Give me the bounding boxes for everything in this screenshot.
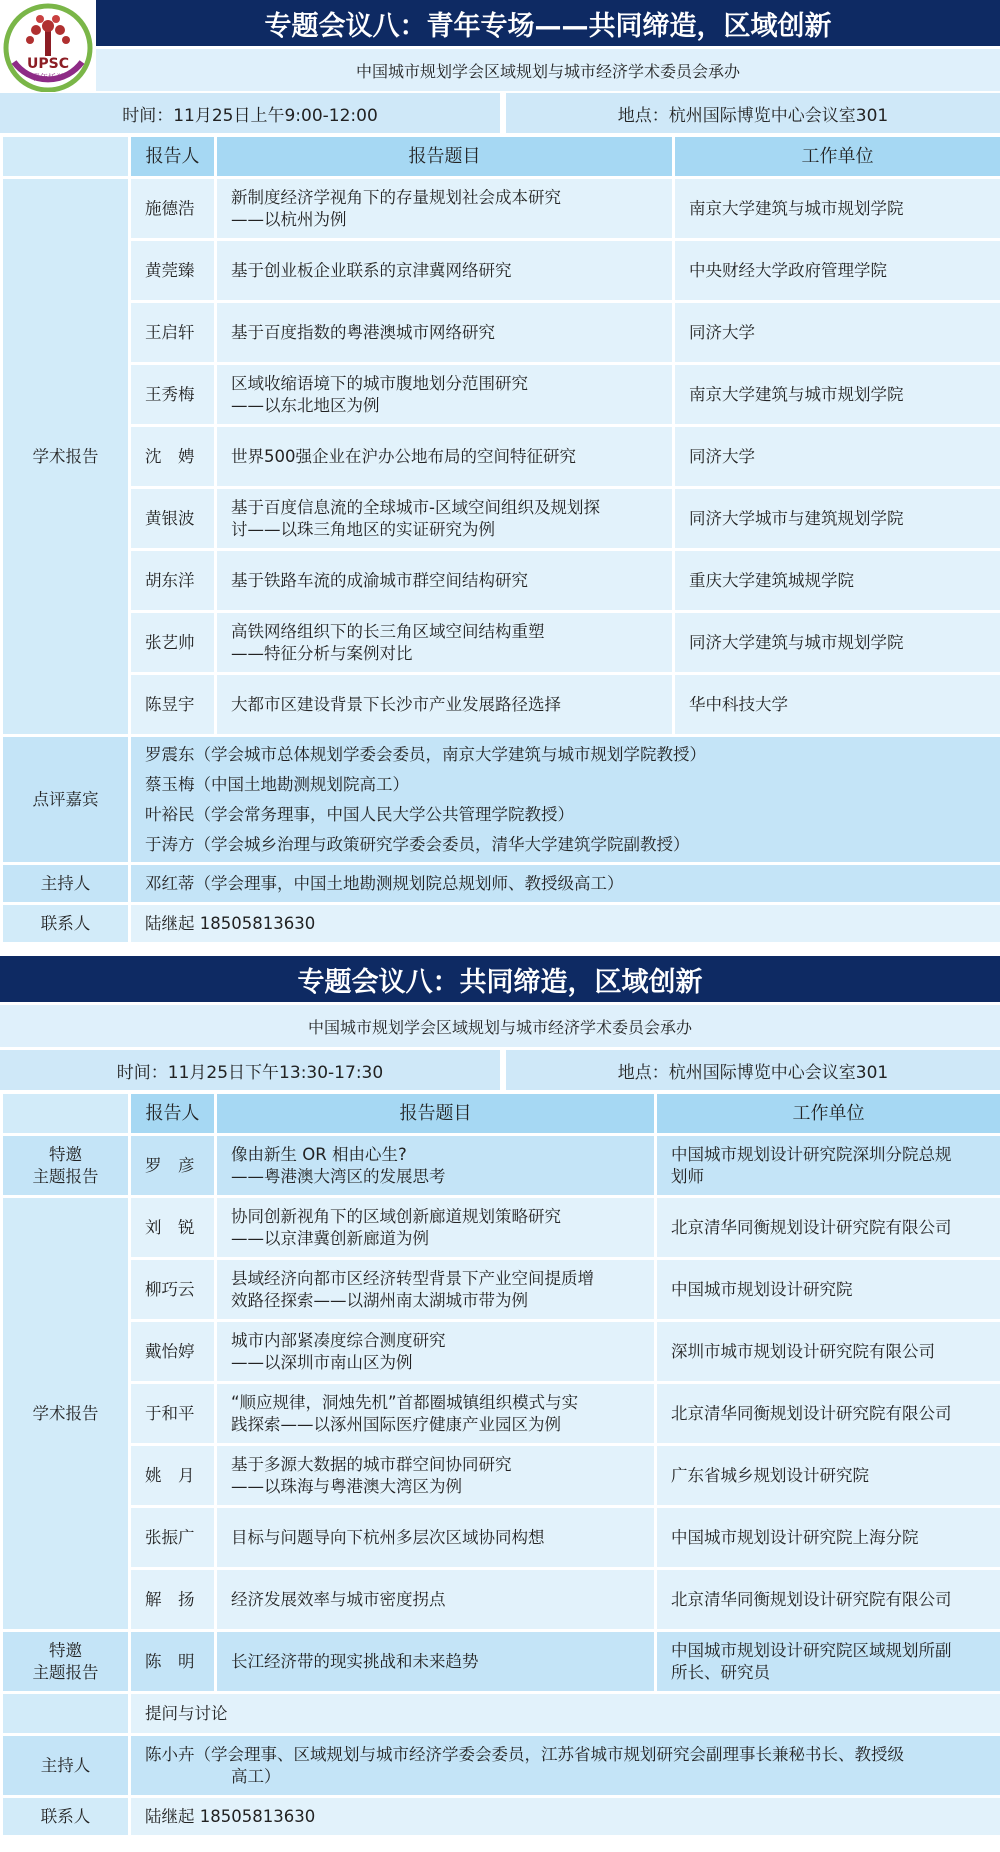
unit: 重庆大学建筑城规学院 bbox=[674, 550, 1000, 612]
reporter-name: 刘 锐 bbox=[130, 1197, 216, 1259]
reporter-name: 施德浩 bbox=[130, 178, 216, 240]
topic-line: 区域收缩语境下的城市腹地划分范围研究 bbox=[231, 373, 528, 393]
unit: 深圳市城市规划设计研究院有限公司 bbox=[656, 1321, 1000, 1383]
category-academic: 学术报告 bbox=[2, 178, 130, 736]
topic-line: “顺应规律，洞烛先机”首都圈城镇组织模式与实 bbox=[231, 1392, 579, 1412]
unit: 中央财经大学政府管理学院 bbox=[674, 240, 1000, 302]
category-special bbox=[2, 1631, 130, 1693]
topic-line: 世界500强企业在沪办公地布局的空间特征研究 bbox=[216, 426, 674, 488]
special-label: 特邀 bbox=[49, 1640, 82, 1660]
category-host: 主持人 bbox=[2, 1735, 130, 1797]
reporter-name: 姚 月 bbox=[130, 1445, 216, 1507]
reviewers-row bbox=[2, 736, 1000, 864]
session2-table bbox=[0, 1091, 1000, 1838]
topic-line: ——粤港澳大湾区的发展思考 bbox=[231, 1166, 446, 1186]
header-unit: 工作单位 bbox=[674, 136, 1000, 178]
topic-line: 经济发展效率与城市密度拐点 bbox=[216, 1569, 656, 1631]
reporter-name: 沈 娉 bbox=[130, 426, 216, 488]
category-reviewers: 点评嘉宾 bbox=[2, 736, 130, 864]
special-label: 特邀 bbox=[49, 1144, 82, 1164]
unit: 北京清华同衡规划设计研究院有限公司 bbox=[656, 1383, 1000, 1445]
unit: 同济大学城市与建筑规划学院 bbox=[674, 488, 1000, 550]
table-row bbox=[2, 1569, 1000, 1631]
unit: 划师 bbox=[671, 1166, 704, 1186]
reporter-name: 张振广 bbox=[130, 1507, 216, 1569]
host: 高工） bbox=[231, 1766, 281, 1786]
session2-timeloc bbox=[0, 1050, 1000, 1090]
table-row bbox=[2, 1259, 1000, 1321]
topic-line: 基于铁路车流的成渝城市群空间结构研究 bbox=[216, 550, 674, 612]
unit: 中国城市规划设计研究院 bbox=[656, 1259, 1000, 1321]
session2-location: 地点：杭州国际博览中心会议室301 bbox=[506, 1050, 1000, 1090]
reviewer: 罗震东（学会城市总体规划学委会委员，南京大学建筑与城市规划学院教授） bbox=[145, 744, 706, 764]
topic-line: 目标与问题导向下杭州多层次区域协同构想 bbox=[216, 1507, 656, 1569]
session1-title: 专题会议八：青年专场——共同缔造，区域创新 bbox=[96, 0, 1000, 46]
topic-line: ——以杭州为例 bbox=[231, 209, 347, 229]
topic-line: 新制度经济学视角下的存量规划社会成本研究 bbox=[231, 187, 561, 207]
unit: 北京清华同衡规划设计研究院有限公司 bbox=[656, 1569, 1000, 1631]
category-special bbox=[2, 1135, 130, 1197]
topic-line: 长江经济带的现实挑战和未来趋势 bbox=[216, 1631, 656, 1693]
table-row bbox=[2, 1445, 1000, 1507]
reporter-name: 胡东洋 bbox=[130, 550, 216, 612]
reporter-name: 黄莞臻 bbox=[130, 240, 216, 302]
topic-line: 大都市区建设背景下长沙市产业发展路径选择 bbox=[216, 674, 674, 736]
session1-organizer: 中国城市规划学会区域规划与城市经济学术委员会承办 bbox=[96, 49, 1000, 91]
session1-timeloc bbox=[0, 93, 1000, 133]
session1-time: 时间：11月25日上午9:00-12:00 bbox=[0, 93, 500, 133]
topic-line: 基于多源大数据的城市群空间协同研究 bbox=[231, 1454, 512, 1474]
table-row bbox=[2, 1507, 1000, 1569]
header-unit: 工作单位 bbox=[656, 1093, 1000, 1135]
reporter-name: 戴怡婷 bbox=[130, 1321, 216, 1383]
unit: 同济大学 bbox=[674, 426, 1000, 488]
host-row bbox=[2, 1735, 1000, 1797]
topic-line: ——以深圳市南山区为例 bbox=[231, 1352, 413, 1372]
reporter-name: 王秀梅 bbox=[130, 364, 216, 426]
table-row bbox=[2, 240, 1000, 302]
table-row bbox=[2, 1383, 1000, 1445]
reporter-name: 罗 彦 bbox=[130, 1135, 216, 1197]
header-reporter: 报告人 bbox=[130, 1093, 216, 1135]
reviewer: 于涛方（学会城乡治理与政策研究学委会委员，清华大学建筑学院副教授） bbox=[145, 834, 690, 854]
unit: 华中科技大学 bbox=[674, 674, 1000, 736]
reporter-name: 柳巧云 bbox=[130, 1259, 216, 1321]
special-row bbox=[2, 1631, 1000, 1693]
session2-time: 时间：11月25日下午13:30-17:30 bbox=[0, 1050, 500, 1090]
reviewer: 蔡玉梅（中国土地勘测规划院高工） bbox=[145, 774, 409, 794]
topic-line: 基于百度指数的粤港澳城市网络研究 bbox=[216, 302, 674, 364]
topic-line: 协同创新视角下的区域创新廊道规划策略研究 bbox=[231, 1206, 561, 1226]
topic-line: 县域经济向都市区经济转型背景下产业空间提质增 bbox=[231, 1268, 594, 1288]
topic-line: 讨——以珠三角地区的实证研究为例 bbox=[231, 519, 495, 539]
reporter-name: 张艺帅 bbox=[130, 612, 216, 674]
topic-line: 基于创业板企业联系的京津冀网络研究 bbox=[216, 240, 674, 302]
header-topic: 报告题目 bbox=[216, 1093, 656, 1135]
table-row bbox=[2, 550, 1000, 612]
category-host: 主持人 bbox=[2, 864, 130, 904]
session1-location: 地点：杭州国际博览中心会议室301 bbox=[506, 93, 1000, 133]
discussion-row bbox=[2, 1693, 1000, 1735]
discussion: 提问与讨论 bbox=[130, 1693, 1000, 1735]
table-row bbox=[2, 488, 1000, 550]
table-row bbox=[2, 1321, 1000, 1383]
table-row bbox=[2, 426, 1000, 488]
topic-line: ——以东北地区为例 bbox=[231, 395, 380, 415]
session1-table bbox=[0, 134, 1000, 945]
topic-line: 城市内部紧凑度综合测度研究 bbox=[231, 1330, 446, 1350]
table-row bbox=[2, 612, 1000, 674]
topic-line: 高铁网络组织下的长三角区域空间结构重塑 bbox=[231, 621, 545, 641]
topic-line: ——以京津冀创新廊道为例 bbox=[231, 1228, 429, 1248]
reviewer: 叶裕民（学会常务理事，中国人民大学公共管理学院教授） bbox=[145, 804, 574, 824]
topic-line: 效路径探索——以湖州南太湖城市带为例 bbox=[231, 1290, 528, 1310]
reporter-name: 黄银波 bbox=[130, 488, 216, 550]
unit: 广东省城乡规划设计研究院 bbox=[656, 1445, 1000, 1507]
reporter-name: 解 扬 bbox=[130, 1569, 216, 1631]
reporter-name: 于和平 bbox=[130, 1383, 216, 1445]
logo-text: UPSC bbox=[27, 56, 69, 72]
unit: 中国城市规划设计研究院区域规划所副 bbox=[671, 1640, 952, 1660]
topic-line: 践探索——以涿州国际医疗健康产业园区为例 bbox=[231, 1414, 561, 1434]
header-reporter: 报告人 bbox=[130, 136, 216, 178]
unit: 同济大学建筑与城市规划学院 bbox=[674, 612, 1000, 674]
contact-row bbox=[2, 1797, 1000, 1837]
host: 陈小卉（学会理事、区域规划与城市经济学委会委员，江苏省城市规划研究会副理事长兼秘书长、教授级 bbox=[145, 1744, 904, 1764]
topic-line: 基于百度信息流的全球城市-区域空间组织及规划探 bbox=[231, 497, 600, 517]
logo-subtext: 青年托举 bbox=[32, 73, 64, 82]
unit: 中国城市规划设计研究院深圳分院总规 bbox=[671, 1144, 952, 1164]
special-label: 主题报告 bbox=[32, 1662, 99, 1682]
contact-row bbox=[2, 904, 1000, 944]
table-row bbox=[2, 674, 1000, 736]
topic-line: 像由新生 OR 相由心生? bbox=[231, 1144, 407, 1164]
reporter-name: 陈昱宇 bbox=[130, 674, 216, 736]
category-academic: 学术报告 bbox=[2, 1197, 130, 1631]
table-row bbox=[2, 1197, 1000, 1259]
contact: 陆继起 18505813630 bbox=[130, 1797, 1000, 1837]
reporter-name: 陈 明 bbox=[130, 1631, 216, 1693]
category-contact: 联系人 bbox=[2, 904, 130, 944]
host-row bbox=[2, 864, 1000, 904]
header-topic: 报告题目 bbox=[216, 136, 674, 178]
unit: 所长、研究员 bbox=[671, 1662, 770, 1682]
upsc-logo bbox=[0, 0, 96, 92]
category-contact: 联系人 bbox=[2, 1797, 130, 1837]
table-row bbox=[2, 302, 1000, 364]
host: 邓红蒂（学会理事，中国土地勘测规划院总规划师、教授级高工） bbox=[130, 864, 1000, 904]
table-row bbox=[2, 178, 1000, 240]
special-row bbox=[2, 1135, 1000, 1197]
reporter-name: 王启轩 bbox=[130, 302, 216, 364]
session2-title: 专题会议八：共同缔造，区域创新 bbox=[0, 956, 1000, 1002]
unit: 南京大学建筑与城市规划学院 bbox=[674, 178, 1000, 240]
special-label: 主题报告 bbox=[32, 1166, 99, 1186]
unit: 北京清华同衡规划设计研究院有限公司 bbox=[656, 1197, 1000, 1259]
unit: 中国城市规划设计研究院上海分院 bbox=[656, 1507, 1000, 1569]
unit: 南京大学建筑与城市规划学院 bbox=[674, 364, 1000, 426]
topic-line: ——特征分析与案例对比 bbox=[231, 643, 413, 663]
unit: 同济大学 bbox=[674, 302, 1000, 364]
contact: 陆继起 18505813630 bbox=[130, 904, 1000, 944]
session2-organizer: 中国城市规划学会区域规划与城市经济学术委员会承办 bbox=[0, 1005, 1000, 1047]
table-row bbox=[2, 364, 1000, 426]
topic-line: ——以珠海与粤港澳大湾区为例 bbox=[231, 1476, 462, 1496]
